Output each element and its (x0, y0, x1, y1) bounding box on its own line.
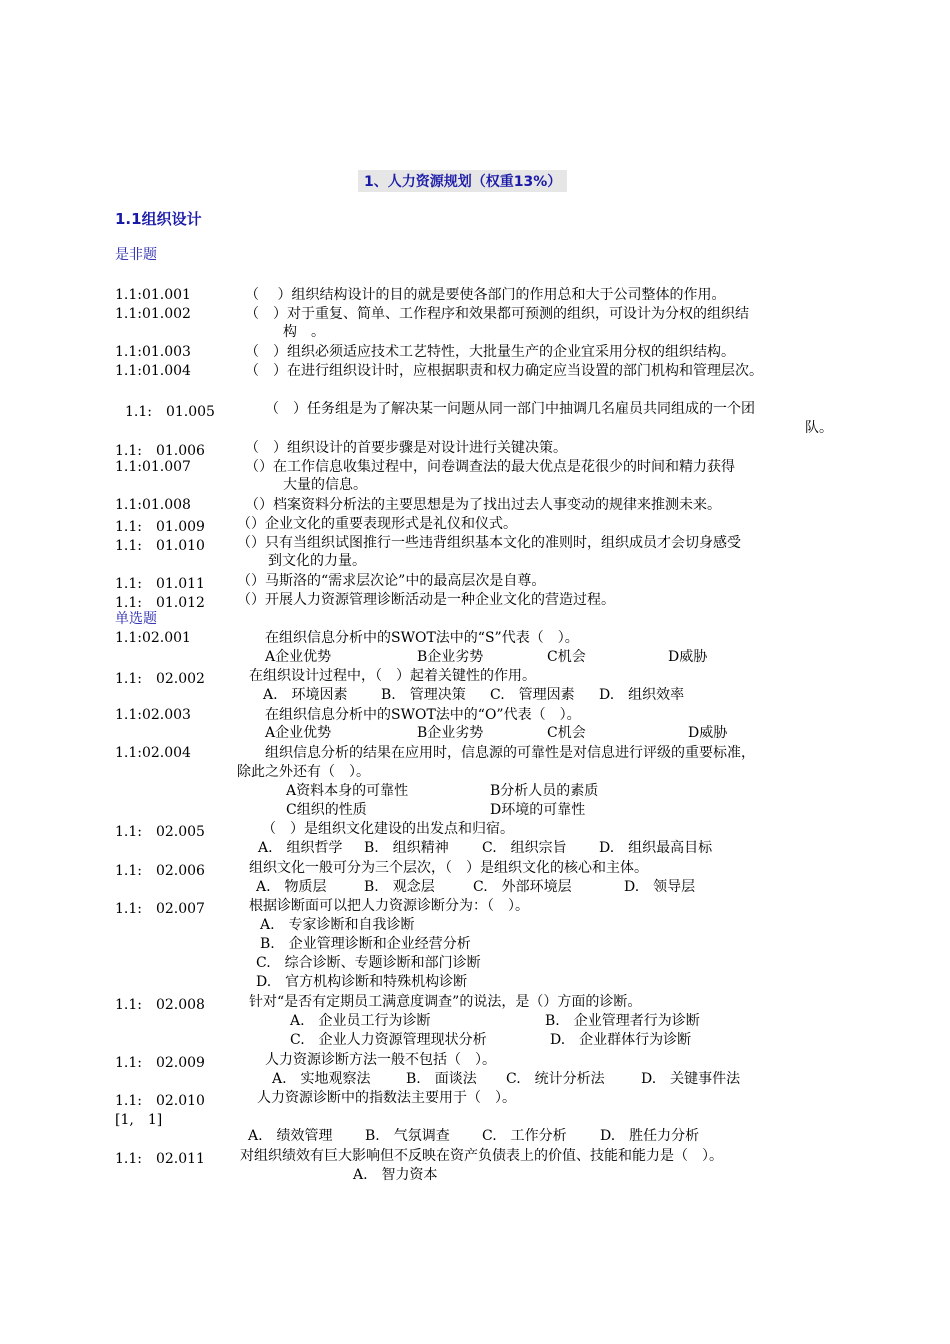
option: D威胁 (668, 649, 708, 665)
question-text-continued: 大量的信息。 (283, 477, 367, 493)
option: A. 实地观察法 (272, 1071, 371, 1087)
option: A企业优势 (265, 649, 332, 665)
option: D. 胜任力分析 (600, 1128, 700, 1144)
option: C. 统计分析法 (506, 1071, 605, 1087)
question-number: 1.1: 02.005 (115, 824, 205, 840)
option: A. 专家诊断和自我诊断 (260, 917, 415, 933)
question-text: （）马斯洛的“需求层次论”中的最高层次是自尊。 (237, 573, 546, 589)
question-number: 1.1:01.007 (115, 459, 191, 475)
option: B. 组织精神 (364, 840, 449, 856)
question-text: 在组织设计过程中，（ ）起着关键性的作用。 (249, 668, 536, 684)
question-number: 1.1:01.008 (115, 497, 191, 513)
question-text: 组织信息分析的结果在应用时，信息源的可靠性是对信息进行评级的重要标准， (265, 745, 755, 761)
question-text: （）只有当组织试图推行一些违背组织基本文化的准则时，组织成员才会切身感受 (237, 535, 741, 551)
question-text: （ ）任务组是为了解决某一问题从同一部门中抽调几名雇员共同组成的一个团 (265, 401, 755, 417)
option: D. 组织效率 (599, 687, 685, 703)
question-number: 1.1:01.002 (115, 306, 191, 322)
option: D. 官方机构诊断和特殊机构诊断 (256, 974, 468, 990)
question-number: 1.1: 01.011 (115, 576, 205, 592)
true-false-label: 是非题 (115, 247, 157, 263)
question-text: 在组织信息分析中的SWOT法中的“S”代表（ ）。 (265, 630, 579, 646)
option: D. 关键事件法 (641, 1071, 741, 1087)
option: D威胁 (688, 725, 728, 741)
option: C. 管理因素 (490, 687, 575, 703)
question-text: （ ）是组织文化建设的出发点和归宿。 (262, 821, 514, 837)
question-number: 1.1: 01.010 (115, 538, 205, 554)
option: A企业优势 (265, 725, 332, 741)
page-title: 1、人力资源规划（权重13%） (358, 170, 567, 192)
question-text: （）档案资料分析法的主要思想是为了找出过去人事变动的规律来推测未来。 (245, 497, 721, 513)
option: C机会 (547, 725, 586, 741)
question-number: 1.1:02.001 (115, 630, 191, 646)
question-text-continued: 除此之外还有（ ）。 (237, 764, 370, 780)
option: A. 绩效管理 (248, 1128, 333, 1144)
option: C. 工作分析 (482, 1128, 567, 1144)
option: B. 企业管理诊断和企业经营分析 (260, 936, 471, 952)
option: A. 环境因素 (263, 687, 348, 703)
question-number: 1.1: 01.009 (115, 519, 205, 535)
option: B. 面谈法 (406, 1071, 477, 1087)
option: C. 企业人力资源管理现状分析 (290, 1032, 487, 1048)
question-text: 在组织信息分析中的SWOT法中的“O”代表（ ）。 (265, 707, 581, 723)
question-text: 根据诊断面可以把人力资源诊断分为：（ ）。 (249, 898, 529, 914)
option: B分析人员的素质 (490, 783, 599, 799)
option: A资料本身的可靠性 (286, 783, 409, 799)
question-text: 人力资源诊断方法一般不包括（ ）。 (265, 1052, 496, 1068)
question-text: （ ）组织结构设计的目的就是要使各部门的作用总和大于公司整体的作用。 (245, 287, 726, 303)
question-text-continued: 队。 (805, 420, 833, 436)
question-text: 组织文化一般可分为三个层次，（ ）是组织文化的核心和主体。 (249, 860, 648, 876)
question-number: 1.1: 02.011 (115, 1151, 205, 1167)
question-text: （ ）在进行组织设计时，应根据职责和权力确定应当设置的部门机构和管理层次。 (245, 363, 763, 379)
option: B. 管理决策 (381, 687, 466, 703)
option: A. 物质层 (256, 879, 327, 895)
question-text: （）在工作信息收集过程中，问卷调查法的最大优点是花很少的时间和精力获得 (245, 459, 735, 475)
option: A. 组织哲学 (258, 840, 343, 856)
single-choice-label: 单选题 (115, 611, 157, 627)
section-heading: 1.1组织设计 (115, 210, 202, 228)
question-tag: [1, 1] (115, 1112, 163, 1128)
question-number: 1.1: 02.002 (115, 671, 205, 687)
question-text: （ ）对于重复、简单、工作程序和效果都可预测的组织，可设计为分权的组织结 (245, 306, 749, 322)
option: C组织的性质 (286, 802, 367, 818)
question-text: （ ）组织必须适应技术工艺特性，大批量生产的企业宜采用分权的组织结构。 (245, 344, 735, 360)
option: B. 企业管理者行为诊断 (545, 1013, 700, 1029)
question-number: 1.1: 02.010 (115, 1093, 205, 1109)
question-text-continued: 构 。 (283, 324, 325, 340)
question-number: 1.1:02.003 (115, 707, 191, 723)
option: D. 领导层 (624, 879, 696, 895)
question-number: 1.1:01.004 (115, 363, 191, 379)
question-text-continued: 到文化的力量。 (268, 553, 366, 569)
question-number: 1.1: 02.009 (115, 1055, 205, 1071)
question-text: （）开展人力资源管理诊断活动是一种企业文化的营造过程。 (237, 592, 615, 608)
question-text: （）企业文化的重要表现形式是礼仪和仪式。 (237, 516, 517, 532)
option: D环境的可靠性 (490, 802, 586, 818)
option: B. 气氛调查 (365, 1128, 450, 1144)
question-text: 对组织绩效有巨大影响但不反映在资产负债表上的价值、技能和能力是（ ）。 (240, 1148, 723, 1164)
option: C. 组织宗旨 (482, 840, 567, 856)
option: A. 智力资本 (353, 1167, 438, 1183)
question-number: 1.1:02.004 (115, 745, 191, 761)
question-text: （ ）组织设计的首要步骤是对设计进行关键决策。 (245, 440, 567, 456)
question-number: 1.1: 01.006 (115, 443, 205, 459)
question-number: 1.1: 01.012 (115, 595, 205, 611)
option: D. 企业群体行为诊断 (550, 1032, 692, 1048)
option: A. 企业员工行为诊断 (290, 1013, 431, 1029)
option: C机会 (547, 649, 586, 665)
question-text: 针对“是否有定期员工满意度调查”的说法，是（）方面的诊断。 (249, 994, 642, 1010)
question-number: 1.1: 02.006 (115, 863, 205, 879)
option: B. 观念层 (364, 879, 435, 895)
question-number: 1.1: 01.005 (125, 404, 215, 420)
option: C. 外部环境层 (473, 879, 572, 895)
option: D. 组织最高目标 (599, 840, 713, 856)
question-number: 1.1: 02.008 (115, 997, 205, 1013)
question-text: 人力资源诊断中的指数法主要用于（ ）。 (257, 1090, 516, 1106)
option: C. 综合诊断、专题诊断和部门诊断 (256, 955, 481, 971)
question-number: 1.1:01.001 (115, 287, 191, 303)
question-number: 1.1: 02.007 (115, 901, 205, 917)
option: B企业劣势 (417, 725, 484, 741)
question-number: 1.1:01.003 (115, 344, 191, 360)
option: B企业劣势 (417, 649, 484, 665)
